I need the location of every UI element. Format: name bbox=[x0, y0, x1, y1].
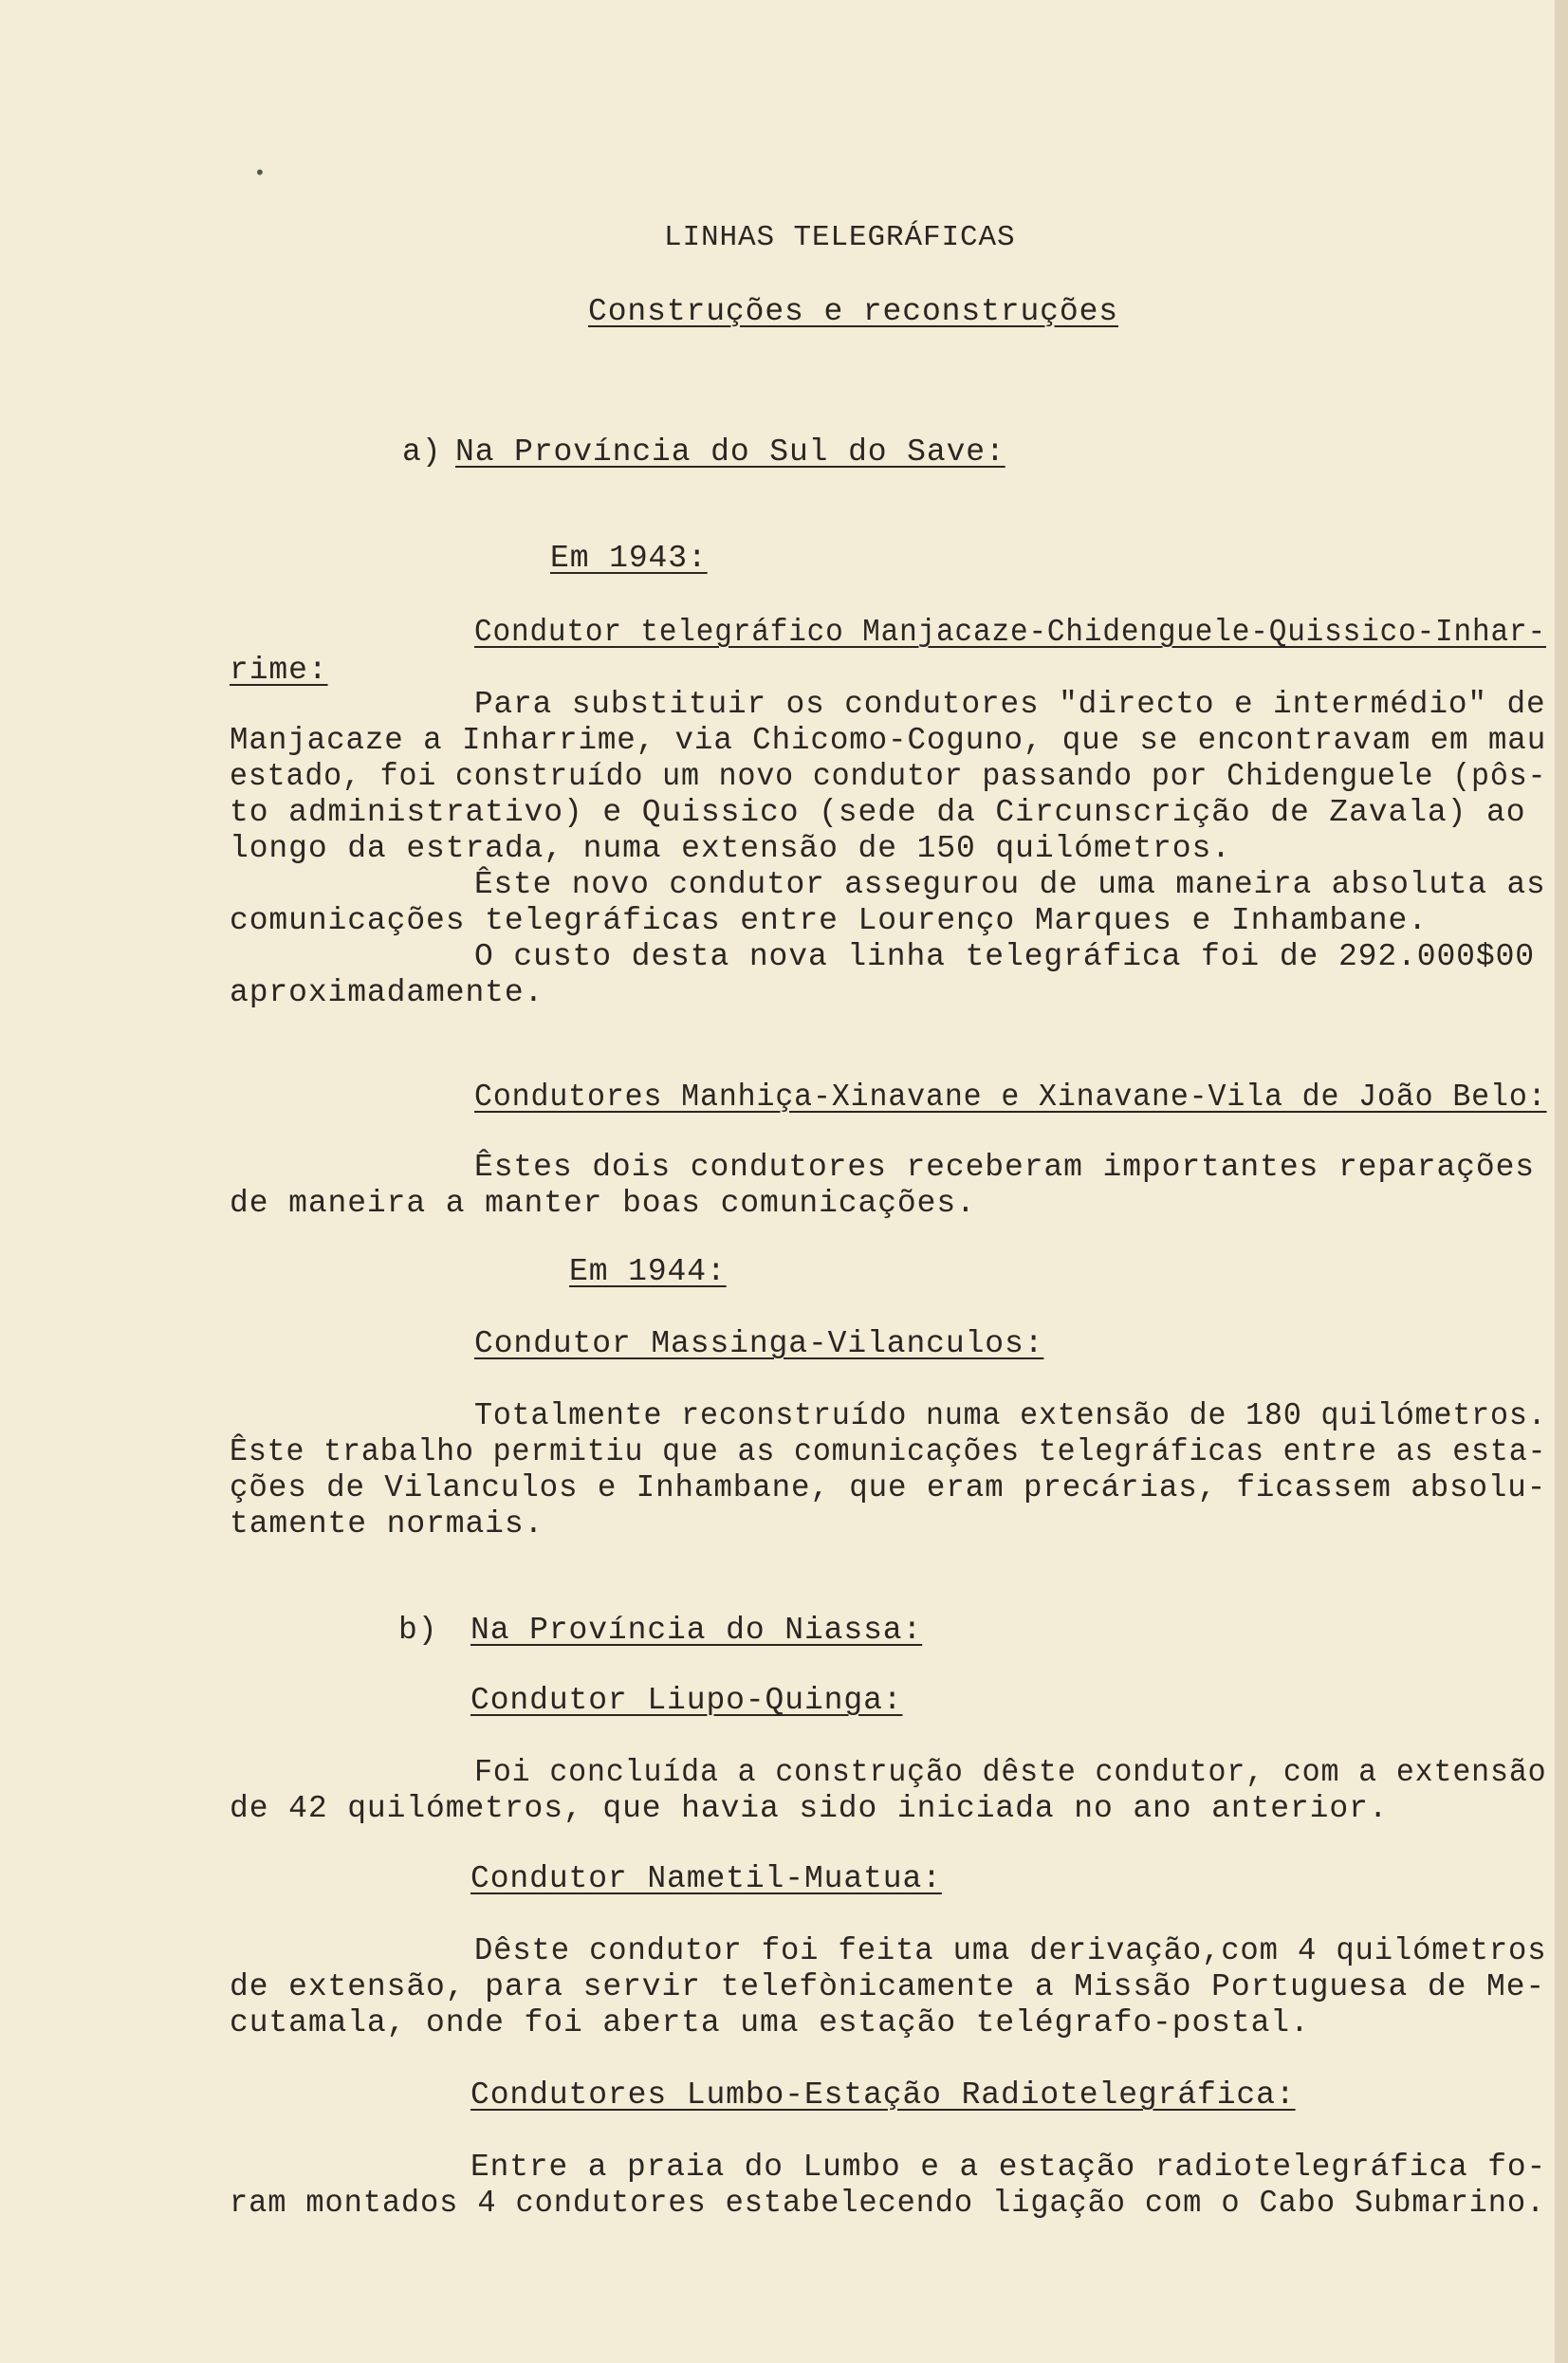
manhica-paragraph-line-1: Êstes dois condutores receberam importantes reparações bbox=[474, 1150, 1535, 1185]
document-title: LINHAS TELEGRÁFICAS bbox=[664, 221, 1016, 254]
year-1943-heading: Em 1943: bbox=[550, 541, 708, 576]
lumbo-heading: Condutores Lumbo-Estação Radiotelegráfica: bbox=[470, 2077, 1296, 2113]
manhica-paragraph-line-2: de maneira a manter boas comunicações. bbox=[230, 1186, 976, 1221]
liupo-paragraph-line-2: de 42 quilómetros, que havia sido iniciada no ano anterior. bbox=[230, 1791, 1389, 1826]
nametil-paragraph-line-1: Dêste condutor foi feita uma derivação,com 4 quilómetros bbox=[474, 1933, 1547, 1968]
nametil-paragraph-line-2: de extensão, para servir telefònicamente a Missão Portuguesa de Me- bbox=[230, 1969, 1546, 2004]
manjacaze-heading-line-2: rime: bbox=[230, 653, 328, 688]
section-a-heading: Na Província do Sul do Save: bbox=[455, 434, 1005, 470]
manjacaze-paragraph-2-line-2: comunicações telegráficas entre Lourenço Marques e Inhambane. bbox=[230, 903, 1428, 938]
nametil-heading: Condutor Nametil-Muatua: bbox=[470, 1861, 942, 1896]
massinga-heading: Condutor Massinga-Vilanculos: bbox=[474, 1326, 1044, 1361]
massinga-paragraph-line-1: Totalmente reconstruído numa extensão de 180 quilómetros. bbox=[474, 1398, 1547, 1433]
year-1944-heading: Em 1944: bbox=[569, 1254, 727, 1289]
liupo-paragraph-line-1: Foi concluída a construção dêste condutor, com a extensão bbox=[474, 1755, 1547, 1790]
section-b-heading: Na Província do Niassa: bbox=[470, 1613, 923, 1648]
liupo-heading: Condutor Liupo-Quinga: bbox=[470, 1683, 903, 1718]
section-b-label: b) bbox=[398, 1613, 438, 1648]
manjacaze-heading-line-1: Condutor telegráfico Manjacaze-Chidenguele-Quissico-Inhar- bbox=[474, 615, 1546, 650]
massinga-paragraph-line-3: ções de Vilanculos e Inhambane, que eram precárias, ficassem absolu- bbox=[230, 1470, 1547, 1505]
manjacaze-paragraph-2-line-1: Êste novo condutor assegurou de uma maneira absoluta as bbox=[474, 867, 1546, 902]
document-subtitle: Construções e reconstruções bbox=[588, 294, 1118, 329]
massinga-paragraph-line-2: Êste trabalho permitiu que as comunicações telegráficas entre as esta- bbox=[230, 1434, 1547, 1469]
manjacaze-paragraph-1-line-5: longo da estrada, numa extensão de 150 quilómetros. bbox=[230, 831, 1231, 866]
manjacaze-paragraph-1-line-1: Para substituir os condutores "directo e intermédio" de bbox=[474, 687, 1546, 722]
nametil-paragraph-line-3: cutamala, onde foi aberta uma estação telégrafo-postal. bbox=[230, 2005, 1310, 2040]
manjacaze-paragraph-3-line-1: O custo desta nova linha telegráfica foi de 292.000$00 bbox=[474, 939, 1535, 974]
manjacaze-paragraph-3-line-2: aproximadamente. bbox=[230, 975, 544, 1010]
lumbo-paragraph-line-2: ram montados 4 condutores estabelecendo ligação com o Cabo Submarino. bbox=[230, 2186, 1546, 2221]
manhica-heading: Condutores Manhiça-Xinavane e Xinavane-Vila de João Belo: bbox=[474, 1080, 1547, 1115]
massinga-paragraph-line-4: tamente normais. bbox=[230, 1506, 544, 1541]
page-edge bbox=[1555, 0, 1568, 2363]
section-a-label: a) bbox=[402, 434, 442, 470]
ink-speck: • bbox=[254, 161, 266, 184]
manjacaze-paragraph-1-line-3: estado, foi construído um novo condutor passando por Chidenguele (pôs- bbox=[230, 759, 1547, 794]
lumbo-paragraph-line-1: Entre a praia do Lumbo e a estação radiotelegráfica fo- bbox=[470, 2150, 1547, 2185]
manjacaze-paragraph-1-line-2: Manjacaze a Inharrime, via Chicomo-Coguno, que se encontravam em mau bbox=[230, 723, 1547, 758]
manjacaze-paragraph-1-line-4: to administrativo) e Quissico (sede da Circunscrição de Zavala) ao bbox=[230, 795, 1526, 830]
